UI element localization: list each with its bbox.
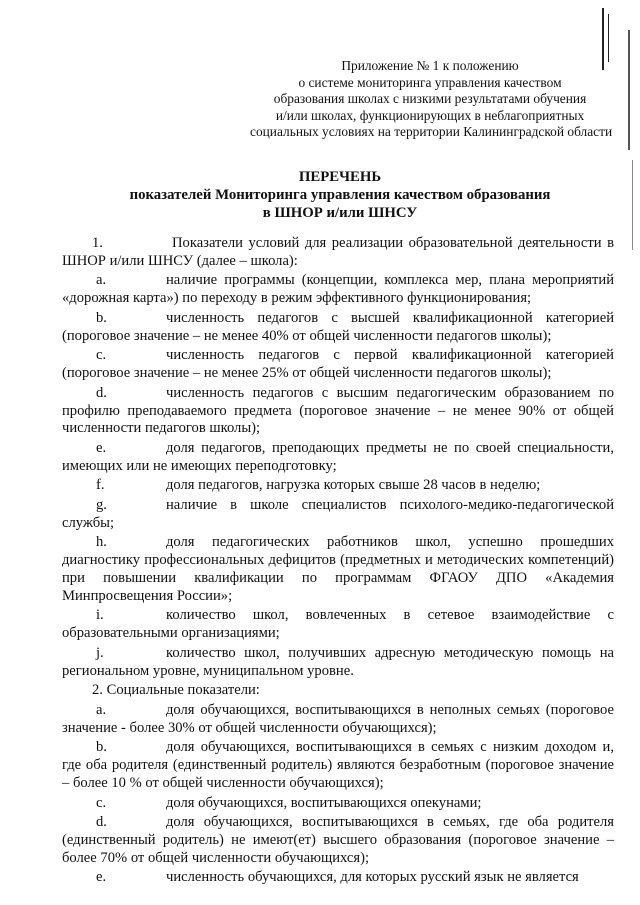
item-marker: e. xyxy=(96,869,107,886)
item-text: доля обучающихся, воспитывающихся в семьях с низким доходом и, где оба родителя (единственный родитель) являются безработным (пороговое значение – более 10 % от общей численности обучающихся); xyxy=(62,739,614,791)
item-text: численность педагогов с высшим педагогическим образованием по профилю преподаваемого предмета (пороговое значение – не менее 90% от общей численности педагогов школы); xyxy=(62,384,614,437)
list-item xyxy=(62,795,614,813)
item-marker: g. xyxy=(96,496,107,513)
list-item xyxy=(62,869,614,887)
item-text: доля обучающихся, воспитывающихся опекунами; xyxy=(166,794,482,811)
item-marker: c. xyxy=(96,347,107,364)
section-2-heading: 2. Социальные показатели: xyxy=(92,682,260,699)
item-marker: a. xyxy=(96,701,107,718)
item-text: количество школ, вовлеченных в сетевое взаимодействие с образовательными организациями; xyxy=(62,607,614,642)
list-item xyxy=(62,310,614,346)
scan-edge-mark xyxy=(632,160,633,250)
item-text: численность педагогов с первой квалификационной категорией (пороговое значение – не менее 25% от общей численности педагогов школы); xyxy=(62,347,614,382)
item-marker: b. xyxy=(96,309,107,326)
item-text: доля педагогов, преподающих предметы не по своей специальности, имеющих или не имеющих переподготовку; xyxy=(62,439,614,474)
annex-line: социальных условиях на территории Калининградской области xyxy=(250,124,613,140)
annex-line: о системе мониторинга управления качеством xyxy=(298,74,562,90)
list-item xyxy=(62,607,614,643)
document-body xyxy=(62,235,614,889)
item-marker: e. xyxy=(96,439,107,456)
section-number: 1. xyxy=(92,235,103,251)
item-text: численность педагогов с высшей квалификационной категорией (пороговое значение – не менее 40% от общей численности педагогов школы); xyxy=(62,309,614,344)
item-marker: a. xyxy=(96,272,107,289)
document-title xyxy=(60,168,620,222)
item-text: численность обучающихся, для которых русский язык не является xyxy=(166,869,579,886)
item-text: доля педагогических работников школ, успешно прошедших диагностику профессиональных дефицитов (предметных и методических компетенций) при повышении квалификации по программам ФГАОУ ДПО «Академия Минпросвещения России»; xyxy=(62,534,614,604)
item-marker: i. xyxy=(96,607,104,624)
item-marker: j. xyxy=(96,644,104,661)
list-item xyxy=(62,534,614,606)
section-1-intro xyxy=(62,235,614,271)
item-text: наличие программы (концепции, комплекса мер, плана мероприятий «дорожная карта») по переходу в режим эффективного функционирования; xyxy=(62,272,614,307)
list-item xyxy=(62,385,614,439)
item-text: доля обучающихся, воспитывающихся в неполных семьях (пороговое значение - более 30% от общей численности обучающихся); xyxy=(62,701,614,736)
list-item xyxy=(62,702,614,738)
list-item xyxy=(62,440,614,476)
title-line: в ШНОР и/или ШНСУ xyxy=(262,205,418,221)
list-item xyxy=(62,645,614,681)
item-text: доля обучающихся, воспитывающихся в семьях, где оба родителя (единственный родитель) не имеют(ет) высшего образования (пороговое значение – более 70% от общей численности обучающихся); xyxy=(62,814,614,866)
annex-line: и/или школах, функционирующих в неблагоприятных xyxy=(275,107,585,123)
list-item xyxy=(62,347,614,383)
section-text: Показатели условий для реализации образовательной деятельности в ШНОР и/или ШНСУ (далее – школа): xyxy=(62,235,614,269)
item-marker: c. xyxy=(96,794,107,811)
item-text: количество школ, получивших адресную методическую помощь на региональном уровне, муниципальном уровне. xyxy=(62,644,614,679)
item-text: наличие в школе специалистов психолого-медико-педагогической службы; xyxy=(62,496,614,531)
item-marker: d. xyxy=(96,384,107,401)
list-item xyxy=(62,272,614,308)
annex-line: Приложение № 1 к положению xyxy=(341,58,519,73)
item-marker: b. xyxy=(96,739,107,756)
annex-line: образования школах с низкими результатами обучения xyxy=(273,91,587,107)
scan-edge-mark xyxy=(628,30,630,150)
title-line: ПЕРЕЧЕНЬ xyxy=(298,169,382,185)
item-marker: f. xyxy=(96,477,105,494)
item-text: доля педагогов, нагрузка которых свыше 28 часов в неделю; xyxy=(166,477,541,494)
list-item xyxy=(62,739,614,793)
list-item xyxy=(62,477,614,495)
annex-header xyxy=(250,58,613,141)
item-marker: h. xyxy=(96,534,107,551)
item-marker: d. xyxy=(96,814,107,830)
scan-edge-mark xyxy=(608,14,609,62)
title-line: показателей Мониторинга управления качеством образования xyxy=(129,187,551,203)
list-item xyxy=(62,814,614,868)
list-item xyxy=(62,497,614,533)
